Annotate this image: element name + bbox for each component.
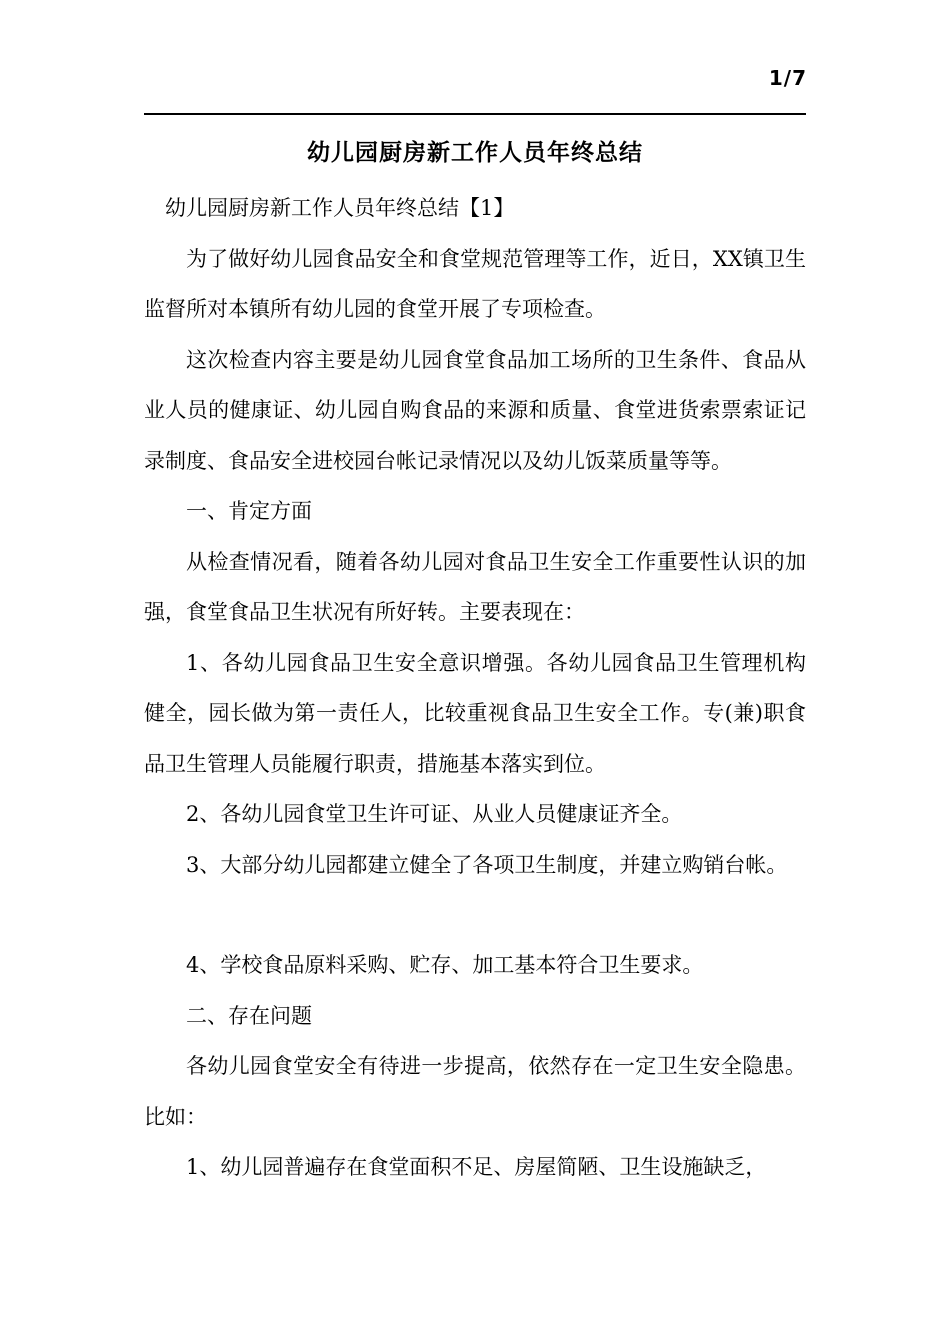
paragraph-intro: 为了做好幼儿园食品安全和食堂规范管理等工作，近日，XX镇卫生监督所对本镇所有幼儿园的食堂开展了专项检查。 [144, 246, 806, 321]
section-heading-positive: 一、肯定方面 [186, 499, 312, 523]
list-item-4: 4、学校食品原料采购、贮存、加工基本符合卫生要求。 [186, 953, 704, 977]
header-rule [144, 113, 806, 115]
paragraph-problems: 各幼儿园食堂安全有待进一步提高，依然存在一定卫生安全隐患。比如： [144, 1054, 806, 1129]
document-subtitle: 幼儿园厨房新工作人员年终总结【1】 [165, 196, 515, 220]
problem-item-1: 1、幼儿园普遍存在食堂面积不足、房屋简陋、卫生设施缺乏， [186, 1155, 767, 1179]
paragraph-scope: 这次检查内容主要是幼儿园食堂食品加工场所的卫生条件、食品从业人员的健康证、幼儿园自购食品的来源和质量、食堂进货索票索证记录制度、食品安全进校园台帐记录情况以及幼儿饭菜质量等等。 [144, 347, 806, 473]
list-item-3: 3、大部分幼儿园都建立健全了各项卫生制度，并建立购销台帐。 [186, 852, 788, 877]
list-item-2: 2、各幼儿园食堂卫生许可证、从业人员健康证齐全。 [186, 802, 683, 826]
document-title: 幼儿园厨房新工作人员年终总结 [307, 139, 643, 166]
paragraph-overview: 从检查情况看，随着各幼儿园对食品卫生安全工作重要性认识的加强，食堂食品卫生状况有所好转。主要表现在： [144, 549, 806, 624]
page-number: 1/7 [768, 66, 807, 90]
list-item-1: 1、各幼儿园食品卫生安全意识增强。各幼儿园食品卫生管理机构健全，园长做为第一责任人，比较重视食品卫生安全工作。专(兼)职食品卫生管理人员能履行职责，措施基本落实到位。 [144, 650, 806, 776]
section-heading-problems: 二、存在问题 [186, 1003, 312, 1028]
document-body [144, 183, 806, 1193]
